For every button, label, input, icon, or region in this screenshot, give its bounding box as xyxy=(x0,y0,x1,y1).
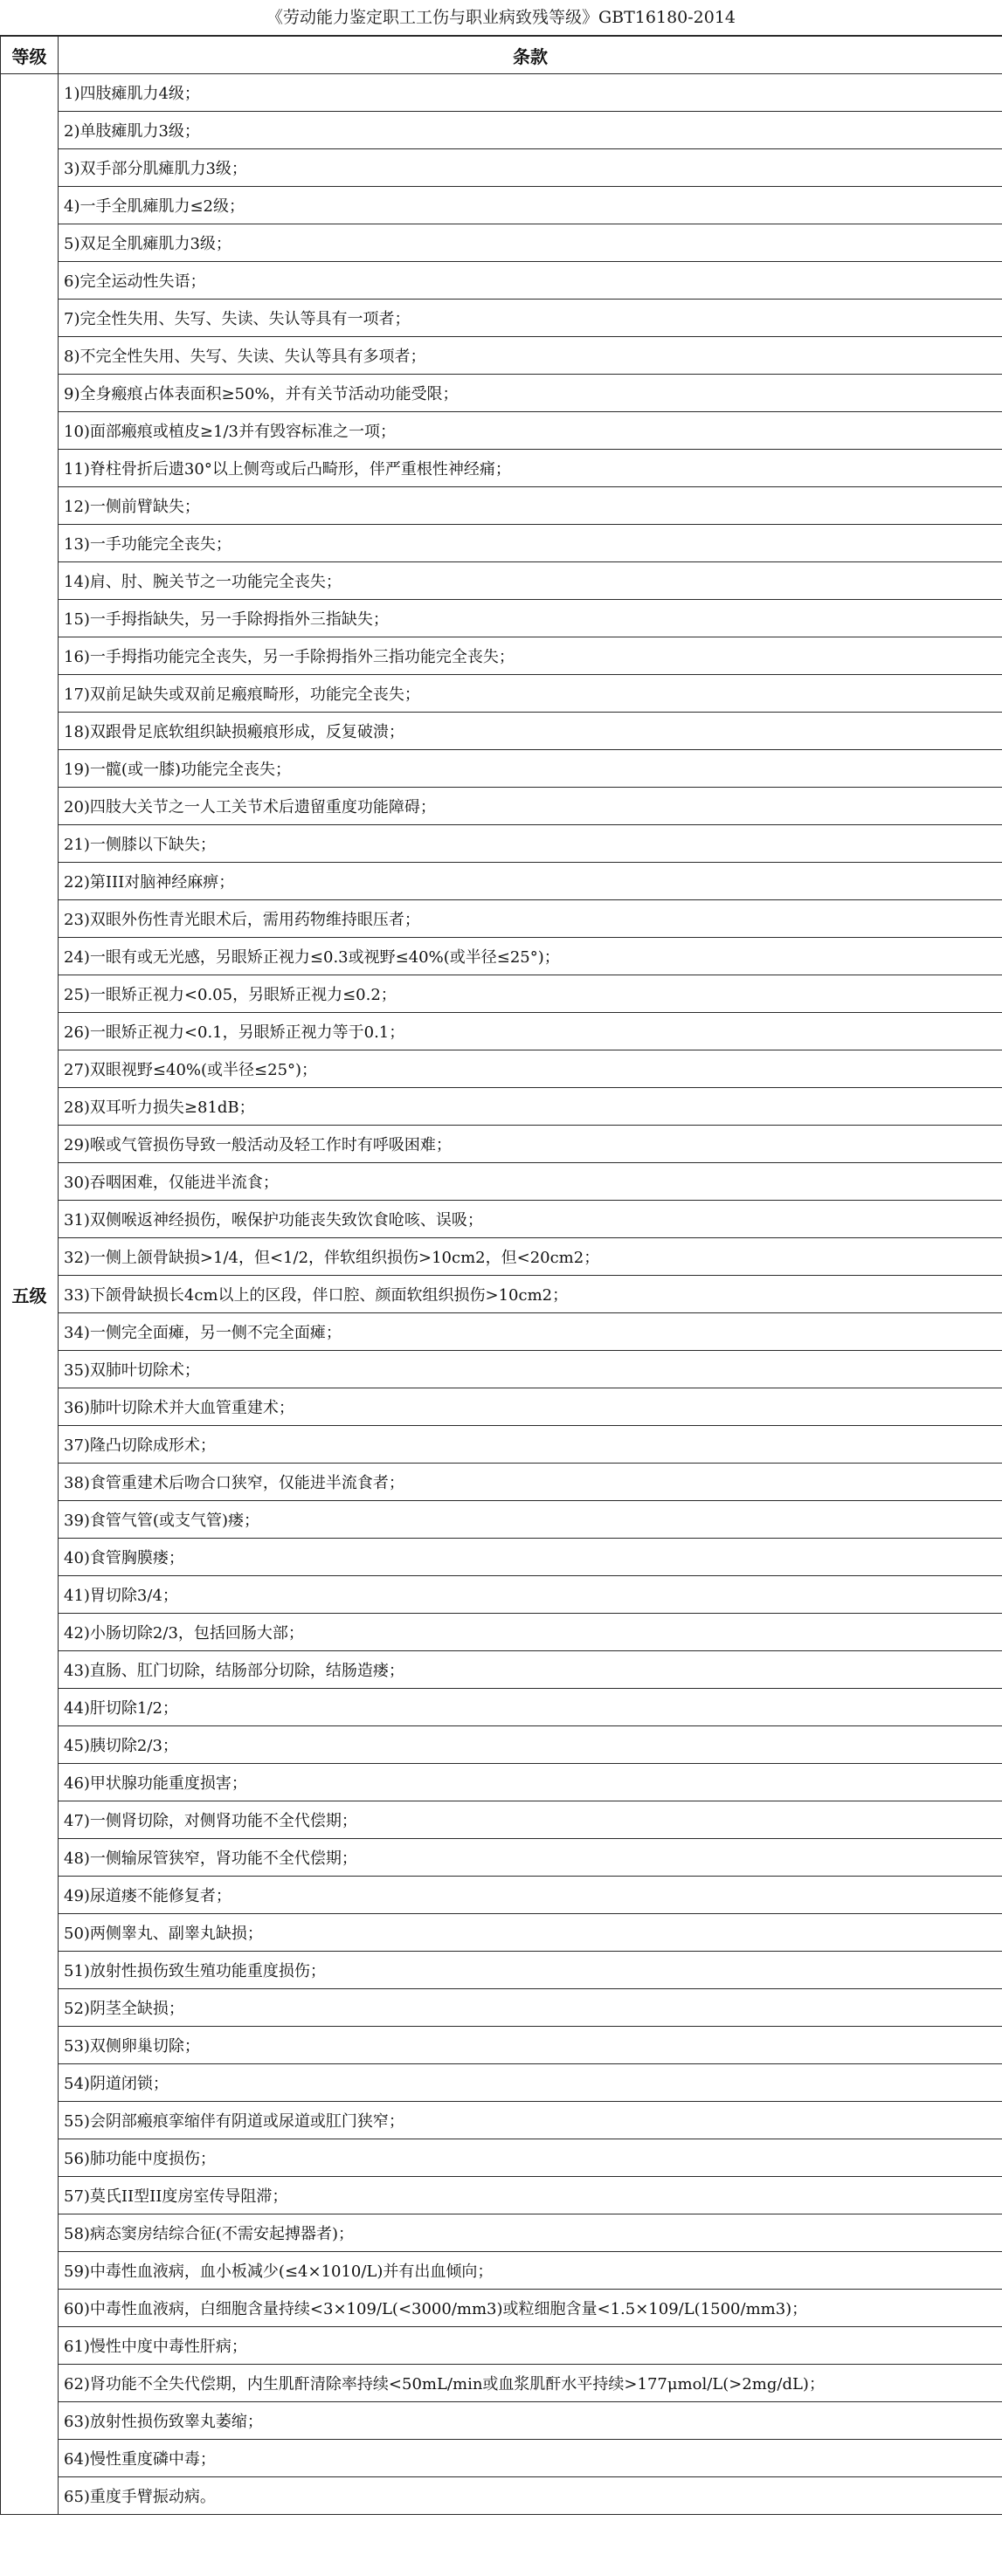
clause-cell: 30)吞咽困难，仅能进半流食； xyxy=(59,1163,1002,1201)
table-row xyxy=(1,300,1002,337)
clause-cell: 42)小肠切除2/3，包括回肠大部； xyxy=(59,1614,1002,1651)
table-row xyxy=(1,637,1002,675)
table-row xyxy=(1,74,1002,112)
table-row xyxy=(1,2064,1002,2102)
clause-cell: 58)病态窦房结综合征(不需安起搏器者)； xyxy=(59,2214,1002,2252)
clause-cell: 45)胰切除2/3； xyxy=(59,1726,1002,1764)
table-row xyxy=(1,450,1002,487)
clause-cell: 31)双侧喉返神经损伤，喉保护功能丧失致饮食呛咳、误吸； xyxy=(59,1201,1002,1238)
table-row xyxy=(1,412,1002,450)
clause-cell: 35)双肺叶切除术； xyxy=(59,1351,1002,1388)
table-row xyxy=(1,1351,1002,1388)
clause-cell: 16)一手拇指功能完全丧失，另一手除拇指外三指功能完全丧失； xyxy=(59,637,1002,675)
table-row xyxy=(1,1238,1002,1276)
table-row xyxy=(1,1801,1002,1839)
clause-cell: 33)下颌骨缺损长4cm以上的区段，伴口腔、颜面软组织损伤>10cm2； xyxy=(59,1276,1002,1313)
table-row xyxy=(1,2214,1002,2252)
table-row xyxy=(1,224,1002,262)
clause-cell: 46)甲状腺功能重度损害； xyxy=(59,1764,1002,1801)
clause-cell: 1)四肢瘫肌力4级； xyxy=(59,74,1002,112)
clause-cell: 18)双跟骨足底软组织缺损瘢痕形成，反复破溃； xyxy=(59,713,1002,750)
clause-cell: 59)中毒性血液病，血小板减少(≤4×1010/L)并有出血倾向； xyxy=(59,2252,1002,2290)
table-row xyxy=(1,2365,1002,2402)
clause-cell: 51)放射性损伤致生殖功能重度损伤； xyxy=(59,1952,1002,1989)
table-row xyxy=(1,1013,1002,1050)
table-row xyxy=(1,1914,1002,1952)
table-row xyxy=(1,1726,1002,1764)
clause-cell: 29)喉或气管损伤导致一般活动及轻工作时有呼吸困难； xyxy=(59,1126,1002,1163)
table-row xyxy=(1,1764,1002,1801)
clause-cell: 47)一侧肾切除，对侧肾功能不全代偿期； xyxy=(59,1801,1002,1839)
clause-cell: 8)不完全性失用、失写、失读、失认等具有多项者； xyxy=(59,337,1002,375)
table-row xyxy=(1,788,1002,825)
table-row xyxy=(1,1877,1002,1914)
table-row xyxy=(1,1501,1002,1539)
clause-cell: 9)全身瘢痕占体表面积≥50%，并有关节活动功能受限； xyxy=(59,375,1002,412)
table-row xyxy=(1,1839,1002,1877)
table-row xyxy=(1,2440,1002,2477)
clause-cell: 60)中毒性血液病，白细胞含量持续<3×109/L(<3000/mm3)或粒细胞含量<1.5×109/L(1500/mm3)； xyxy=(59,2290,1002,2327)
clause-cell: 21)一侧膝以下缺失； xyxy=(59,825,1002,863)
table-row xyxy=(1,1088,1002,1126)
table-caption: 《劳动能力鉴定职工工伤与职业病致残等级》GBT16180-2014 xyxy=(0,0,1002,36)
table-row xyxy=(1,975,1002,1013)
table-row xyxy=(1,375,1002,412)
clause-cell: 43)直肠、肛门切除，结肠部分切除，结肠造瘘； xyxy=(59,1651,1002,1689)
clause-cell: 22)第III对脑神经麻痹； xyxy=(59,863,1002,900)
table-row xyxy=(1,337,1002,375)
clause-cell: 39)食管气管(或支气管)瘘； xyxy=(59,1501,1002,1539)
table-row xyxy=(1,1201,1002,1238)
table-row xyxy=(1,600,1002,637)
clause-cell: 62)肾功能不全失代偿期，内生肌酐清除率持续<50mL/min或血浆肌酐水平持续>177μmol/L(>2mg/dL)； xyxy=(59,2365,1002,2402)
table-row xyxy=(1,1989,1002,2027)
clause-cell: 3)双手部分肌瘫肌力3级； xyxy=(59,149,1002,187)
table-row xyxy=(1,2177,1002,2214)
clause-cell: 55)会阴部瘢痕挛缩伴有阴道或尿道或肛门狭窄； xyxy=(59,2102,1002,2139)
table-row xyxy=(1,1464,1002,1501)
table-row xyxy=(1,2290,1002,2327)
table-row xyxy=(1,1651,1002,1689)
clause-cell: 17)双前足缺失或双前足瘢痕畸形，功能完全丧失； xyxy=(59,675,1002,713)
table-row xyxy=(1,1614,1002,1651)
table-row xyxy=(1,900,1002,938)
table-header-row xyxy=(1,37,1002,74)
clause-column-header: 条款 xyxy=(59,37,1002,74)
table-row xyxy=(1,863,1002,900)
clause-cell: 37)隆凸切除成形术； xyxy=(59,1426,1002,1464)
table-row xyxy=(1,1313,1002,1351)
table-body xyxy=(1,74,1002,2515)
table-row xyxy=(1,2139,1002,2177)
clause-cell: 6)完全运动性失语； xyxy=(59,262,1002,300)
clause-cell: 50)两侧睾丸、副睾丸缺损； xyxy=(59,1914,1002,1952)
table-row xyxy=(1,1050,1002,1088)
clause-cell: 32)一侧上颌骨缺损>1/4，但<1/2，伴软组织损伤>10cm2，但<20cm2； xyxy=(59,1238,1002,1276)
table-row xyxy=(1,525,1002,562)
table-row xyxy=(1,1388,1002,1426)
clause-cell: 5)双足全肌瘫肌力3级； xyxy=(59,224,1002,262)
clause-cell: 13)一手功能完全丧失； xyxy=(59,525,1002,562)
clause-cell: 54)阴道闭锁； xyxy=(59,2064,1002,2102)
table-row xyxy=(1,1426,1002,1464)
clause-cell: 20)四肢大关节之一人工关节术后遗留重度功能障碍； xyxy=(59,788,1002,825)
clause-cell: 57)莫氏II型II度房室传导阻滞； xyxy=(59,2177,1002,2214)
clause-cell: 36)肺叶切除术并大血管重建术； xyxy=(59,1388,1002,1426)
clause-cell: 52)阴茎全缺损； xyxy=(59,1989,1002,2027)
clause-cell: 56)肺功能中度损伤； xyxy=(59,2139,1002,2177)
table-row xyxy=(1,1126,1002,1163)
table-row xyxy=(1,2252,1002,2290)
clause-cell: 49)尿道瘘不能修复者； xyxy=(59,1877,1002,1914)
clause-cell: 10)面部瘢痕或植皮≥1/3并有毁容标准之一项； xyxy=(59,412,1002,450)
clause-cell: 48)一侧输尿管狭窄，肾功能不全代偿期； xyxy=(59,1839,1002,1877)
table-row xyxy=(1,2402,1002,2440)
clause-cell: 41)胃切除3/4； xyxy=(59,1576,1002,1614)
grade-column-header: 等级 xyxy=(1,37,59,74)
clause-cell: 34)一侧完全面瘫，另一侧不完全面瘫； xyxy=(59,1313,1002,1351)
table-row xyxy=(1,2102,1002,2139)
clause-cell: 12)一侧前臂缺失； xyxy=(59,487,1002,525)
disability-grade-table xyxy=(0,36,1002,2515)
clause-cell: 15)一手拇指缺失，另一手除拇指外三指缺失； xyxy=(59,600,1002,637)
clause-cell: 25)一眼矫正视力<0.05，另眼矫正视力≤0.2； xyxy=(59,975,1002,1013)
table-row xyxy=(1,1539,1002,1576)
clause-cell: 23)双眼外伤性青光眼术后，需用药物维持眼压者； xyxy=(59,900,1002,938)
table-row xyxy=(1,2027,1002,2064)
table-row xyxy=(1,112,1002,149)
clause-cell: 4)一手全肌瘫肌力≤2级； xyxy=(59,187,1002,224)
table-row xyxy=(1,1689,1002,1726)
table-row xyxy=(1,1276,1002,1313)
clause-cell: 65)重度手臂振动病。 xyxy=(59,2477,1002,2515)
clause-cell: 24)一眼有或无光感，另眼矫正视力≤0.3或视野≤40%(或半径≤25°)； xyxy=(59,938,1002,975)
clause-cell: 63)放射性损伤致睾丸萎缩； xyxy=(59,2402,1002,2440)
clause-cell: 2)单肢瘫肌力3级； xyxy=(59,112,1002,149)
table-row xyxy=(1,938,1002,975)
clause-cell: 64)慢性重度磷中毒； xyxy=(59,2440,1002,2477)
grade-cell: 五级 xyxy=(1,74,59,2515)
clause-cell: 61)慢性中度中毒性肝病； xyxy=(59,2327,1002,2365)
table-row xyxy=(1,825,1002,863)
clause-cell: 11)脊柱骨折后遗30°以上侧弯或后凸畸形，伴严重根性神经痛； xyxy=(59,450,1002,487)
clause-cell: 53)双侧卵巢切除； xyxy=(59,2027,1002,2064)
table-row xyxy=(1,187,1002,224)
clause-cell: 27)双眼视野≤40%(或半径≤25°)； xyxy=(59,1050,1002,1088)
table-row xyxy=(1,750,1002,788)
clause-cell: 44)肝切除1/2； xyxy=(59,1689,1002,1726)
table-row xyxy=(1,562,1002,600)
clause-cell: 7)完全性失用、失写、失读、失认等具有一项者； xyxy=(59,300,1002,337)
clause-cell: 40)食管胸膜瘘； xyxy=(59,1539,1002,1576)
table-row xyxy=(1,1952,1002,1989)
table-row xyxy=(1,487,1002,525)
table-row xyxy=(1,2327,1002,2365)
table-row xyxy=(1,149,1002,187)
clause-cell: 19)一髋(或一膝)功能完全丧失； xyxy=(59,750,1002,788)
clause-cell: 26)一眼矫正视力<0.1，另眼矫正视力等于0.1； xyxy=(59,1013,1002,1050)
table-row xyxy=(1,713,1002,750)
table-row xyxy=(1,675,1002,713)
table-row xyxy=(1,1163,1002,1201)
table-row xyxy=(1,2477,1002,2515)
clause-cell: 38)食管重建术后吻合口狭窄，仅能进半流食者； xyxy=(59,1464,1002,1501)
clause-cell: 28)双耳听力损失≥81dB； xyxy=(59,1088,1002,1126)
table-row xyxy=(1,262,1002,300)
clause-cell: 14)肩、肘、腕关节之一功能完全丧失； xyxy=(59,562,1002,600)
table-row xyxy=(1,1576,1002,1614)
